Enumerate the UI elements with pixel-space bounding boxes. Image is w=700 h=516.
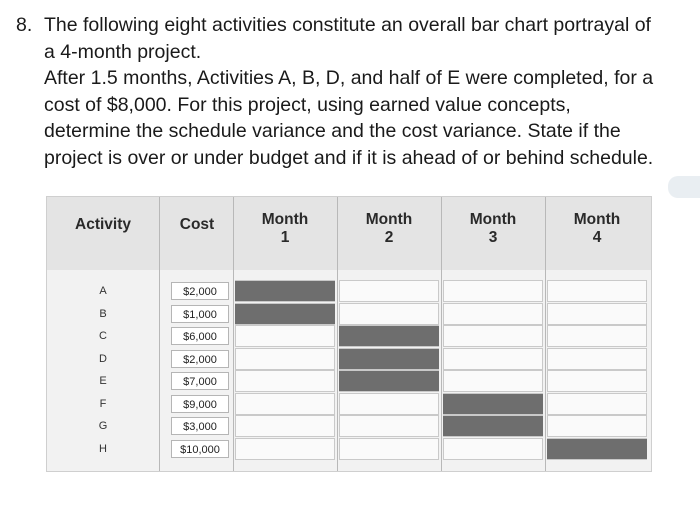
header-month-4-label: Month — [573, 211, 621, 228]
cost-cell: $9,000 — [171, 395, 229, 413]
problem-line-1 — [16, 12, 691, 39]
month-grid-cell — [443, 370, 543, 392]
bar-chart-table — [47, 197, 651, 471]
problem-line-5: determine the schedule variance and the cost variance. State if the — [44, 120, 621, 142]
decorative-glare — [668, 176, 700, 198]
activity-cell: B — [99, 307, 107, 320]
month-grid-cell — [339, 415, 439, 437]
month-grid-cell — [235, 393, 335, 415]
problem-line-3: After 1.5 months, Activities A, B, D, and half of E were completed, for a — [44, 67, 654, 89]
table-body — [47, 270, 651, 471]
cost-cell: $6,000 — [171, 327, 229, 345]
cost-cell: $1,000 — [171, 305, 229, 323]
month-grid-cell — [443, 303, 543, 325]
month-grid-cell — [235, 415, 335, 437]
month-grid-cell — [235, 325, 335, 347]
month-grid-cell — [339, 438, 439, 460]
table-row — [47, 348, 651, 370]
problem-line-2: a 4-month project. — [44, 40, 202, 63]
header-month-3 — [441, 211, 545, 247]
activity-bar — [235, 281, 335, 301]
cost-cell: $3,000 — [171, 417, 229, 435]
activity-cell: G — [98, 420, 108, 432]
month-grid-cell — [235, 348, 335, 370]
header-month-2-label: Month — [365, 211, 413, 228]
header-month-1-label: Month — [261, 211, 309, 228]
month-grid-cell — [443, 325, 543, 347]
problem-line-4: cost of $8,000. For this project, using earned value concepts, — [44, 93, 571, 116]
table-row — [47, 303, 651, 325]
month-grid-cell — [443, 438, 543, 460]
month-grid-cell — [547, 303, 647, 325]
month-grid-cell — [547, 393, 647, 415]
header-cost: Cost — [179, 216, 215, 233]
table-row — [47, 280, 651, 302]
month-grid-cell — [547, 325, 647, 347]
table-row — [47, 438, 651, 460]
header-month-4 — [545, 211, 649, 247]
header-month-1 — [233, 211, 337, 247]
problem-text-line: The following eight activities constitute an overall bar chart portrayal of — [44, 14, 651, 36]
header-activity: Activity — [75, 216, 131, 233]
activity-bar — [235, 304, 335, 324]
header-month-4-number: 4 — [592, 229, 602, 246]
activity-bar — [443, 394, 543, 414]
table-header — [47, 197, 651, 271]
month-grid-cell — [547, 348, 647, 370]
header-month-1-number: 1 — [280, 229, 290, 246]
month-grid-cell — [547, 280, 647, 302]
activity-bar — [547, 439, 647, 459]
header-month-3-number: 3 — [488, 229, 498, 246]
column-divider — [545, 197, 546, 471]
table-row — [47, 325, 651, 347]
month-grid-cell — [443, 348, 543, 370]
activity-bar — [339, 371, 439, 391]
month-grid-cell — [547, 370, 647, 392]
table-row — [47, 415, 651, 437]
header-month-2 — [337, 211, 441, 247]
cost-cell: $2,000 — [171, 282, 229, 300]
activity-bar — [339, 326, 439, 346]
month-grid-cell — [443, 280, 543, 302]
column-divider — [337, 197, 338, 471]
activity-cell: D — [99, 352, 107, 365]
problem-statement — [16, 12, 691, 171]
cost-cell: $10,000 — [171, 440, 229, 458]
activity-cell: A — [99, 285, 107, 297]
cost-cell: $2,000 — [171, 350, 229, 368]
column-divider — [159, 197, 160, 471]
month-grid-cell — [339, 280, 439, 302]
activity-bar — [443, 416, 543, 436]
column-divider — [441, 197, 442, 471]
activity-cell: H — [99, 442, 107, 455]
problem-number: 8. — [16, 14, 33, 36]
month-grid-cell — [235, 370, 335, 392]
table-row — [47, 370, 651, 392]
cost-cell: $7,000 — [171, 372, 229, 390]
column-divider — [233, 197, 234, 471]
header-month-3-label: Month — [469, 211, 517, 228]
month-grid-cell — [235, 438, 335, 460]
activity-cell: E — [99, 375, 107, 387]
activity-bar — [339, 349, 439, 369]
table-row — [47, 393, 651, 415]
month-grid-cell — [547, 415, 647, 437]
header-month-2-number: 2 — [384, 229, 394, 246]
month-grid-cell — [339, 393, 439, 415]
month-grid-cell — [339, 303, 439, 325]
activity-cell: F — [99, 397, 107, 410]
problem-line-6: project is over or under budget and if it is ahead of or behind schedule. — [44, 146, 654, 169]
activity-cell: C — [99, 330, 107, 342]
